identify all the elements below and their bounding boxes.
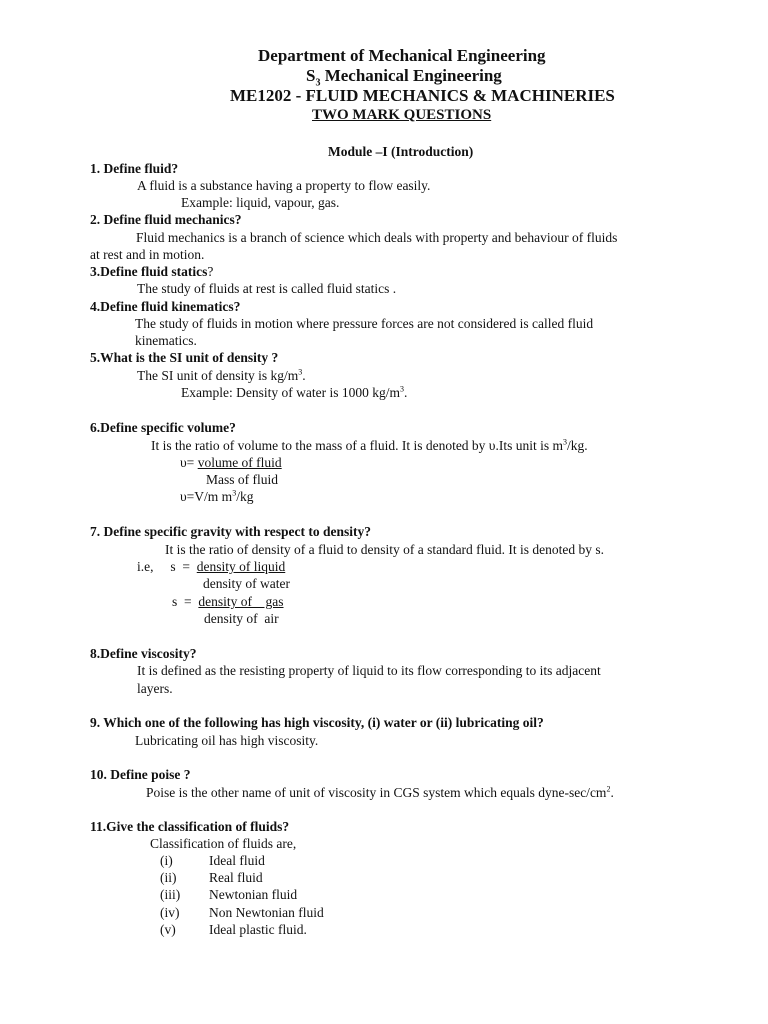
list-item: Ideal fluid bbox=[209, 853, 265, 868]
answer-4-line-2: kinematics. bbox=[135, 333, 197, 348]
course-title: ME1202 - FLUID MECHANICS & MACHINERIES bbox=[230, 86, 615, 105]
answer-11-intro: Classification of fluids are, bbox=[150, 836, 297, 851]
answer-5-example-superscript: 3 bbox=[399, 384, 404, 394]
formula-2-text: υ=V/m m bbox=[180, 489, 233, 504]
list-item-number: (iv) bbox=[160, 905, 180, 920]
specific-gravity-formula-2 bbox=[172, 593, 284, 610]
question-11: 11.Give the classification of fluids? bbox=[90, 819, 290, 834]
answer-1-example: Example: liquid, vapour, gas. bbox=[181, 195, 340, 210]
formula-2-end: /kg bbox=[236, 489, 254, 504]
section-type-title: TWO MARK QUESTIONS bbox=[312, 107, 492, 123]
answer-10-text: Poise is the other name of unit of viscosity in CGS system which equals dyne-sec/cm bbox=[146, 785, 607, 800]
formula-2-numerator: density of gas bbox=[198, 594, 284, 609]
answer-5-text: The SI unit of density is kg/m bbox=[137, 368, 299, 383]
question-3 bbox=[90, 263, 213, 280]
semester-prefix: S bbox=[306, 66, 316, 85]
semester-subscript: 3 bbox=[315, 77, 321, 89]
answer-5-end: . bbox=[302, 368, 306, 383]
formula-1-denominator: density of water bbox=[203, 576, 290, 591]
question-7: 7. Define specific gravity with respect to density? bbox=[90, 524, 371, 539]
list-item-number: (i) bbox=[160, 853, 173, 868]
answer-6-text: It is the ratio of volume to the mass of a fluid. It is denoted by υ.Its unit is m bbox=[151, 438, 564, 453]
answer-1: A fluid is a substance having a property to flow easily. bbox=[137, 178, 431, 193]
department-title: Department of Mechanical Engineering bbox=[258, 46, 546, 65]
question-2: 2. Define fluid mechanics? bbox=[90, 212, 242, 227]
list-item: Non Newtonian fluid bbox=[209, 905, 324, 920]
question-5: 5.What is the SI unit of density ? bbox=[90, 350, 279, 365]
answer-2-line-2: at rest and in motion. bbox=[90, 247, 205, 262]
answer-4-line-1: The study of fluids in motion where pressure forces are not considered is called fluid bbox=[135, 316, 594, 331]
formula-denominator: Mass of fluid bbox=[206, 472, 278, 487]
question-4: 4.Define fluid kinematics? bbox=[90, 299, 241, 314]
answer-6-superscript: 3 bbox=[563, 437, 568, 447]
list-item-number: (ii) bbox=[160, 870, 177, 885]
formula-2-lhs: s = bbox=[172, 594, 199, 609]
semester-suffix: Mechanical Engineering bbox=[320, 66, 502, 85]
answer-5-example bbox=[181, 384, 407, 401]
list-item-number: (iii) bbox=[160, 887, 181, 902]
question-10: 10. Define poise ? bbox=[90, 767, 191, 782]
list-item: Newtonian fluid bbox=[209, 887, 298, 902]
formula-lhs: υ= bbox=[180, 455, 198, 470]
answer-7: It is the ratio of density of a fluid to density of a standard fluid. It is denoted by s. bbox=[165, 542, 605, 557]
list-item-number: (v) bbox=[160, 922, 176, 937]
specific-volume-formula bbox=[180, 454, 282, 471]
specific-volume-unit-formula bbox=[180, 488, 253, 505]
formula-2-superscript: 3 bbox=[232, 488, 237, 498]
question-3-mark: ? bbox=[207, 264, 214, 279]
question-9: 9. Which one of the following has high viscosity, (i) water or (ii) lubricating oil? bbox=[90, 715, 544, 730]
answer-8-line-1: It is defined as the resisting property of liquid to its flow corresponding to its adjacent bbox=[137, 663, 601, 678]
question-8: 8.Define viscosity? bbox=[90, 646, 197, 661]
list-item: Real fluid bbox=[209, 870, 263, 885]
question-3-text: 3.Define fluid statics bbox=[90, 264, 208, 279]
formula-1-numerator: density of liquid bbox=[196, 559, 286, 574]
module-title: Module –I (Introduction) bbox=[328, 144, 474, 159]
formula-2-denominator: density of air bbox=[204, 611, 279, 626]
answer-5-example-end: . bbox=[403, 385, 408, 400]
answer-2-line-1: Fluid mechanics is a branch of science which deals with property and behaviour of fluids bbox=[136, 230, 618, 245]
answer-10 bbox=[146, 784, 614, 801]
answer-10-superscript: 2 bbox=[606, 784, 611, 794]
answer-5-example-text: Example: Density of water is 1000 kg/m bbox=[181, 385, 400, 400]
question-6: 6.Define specific volume? bbox=[90, 420, 236, 435]
answer-5 bbox=[137, 367, 306, 384]
answer-9: Lubricating oil has high viscosity. bbox=[135, 733, 319, 748]
semester-title bbox=[306, 66, 502, 89]
answer-5-superscript: 3 bbox=[298, 367, 303, 377]
answer-6-end: /kg. bbox=[567, 438, 588, 453]
list-item: Ideal plastic fluid. bbox=[209, 922, 307, 937]
question-1: 1. Define fluid? bbox=[90, 161, 179, 176]
answer-10-end: . bbox=[610, 785, 614, 800]
specific-gravity-formula-1 bbox=[137, 558, 285, 575]
answer-8-line-2: layers. bbox=[137, 681, 173, 696]
answer-6 bbox=[151, 437, 588, 454]
formula-numerator: volume of fluid bbox=[197, 455, 282, 470]
answer-3: The study of fluids at rest is called fluid statics . bbox=[137, 281, 397, 296]
ie-label: i.e, s = bbox=[137, 559, 197, 574]
